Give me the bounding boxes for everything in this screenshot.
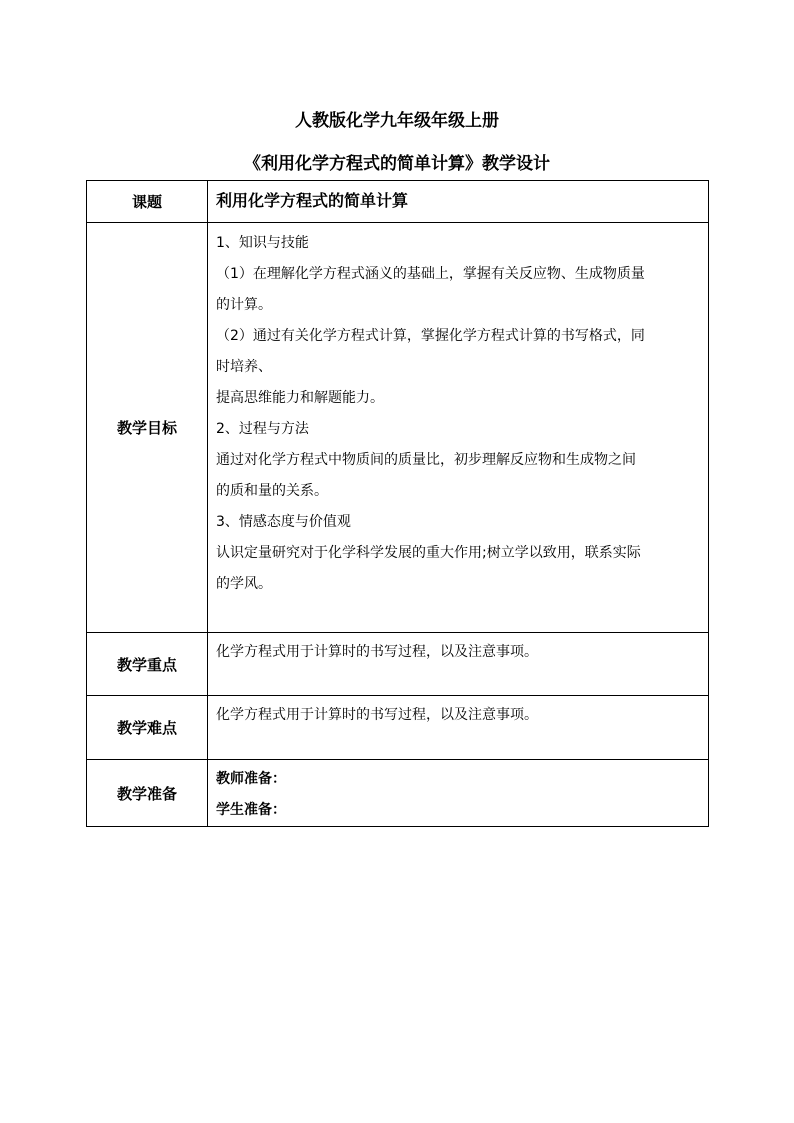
objectives-list — [216, 223, 702, 600]
objectives-label: 教学目标 — [87, 223, 208, 633]
objective-line: 3、情感态度与价值观 — [216, 514, 351, 530]
objective-line: 的质和量的关系。 — [216, 483, 328, 499]
difficulties-cell — [208, 696, 709, 760]
objective-line: 1、知识与技能 — [216, 235, 309, 251]
objective-line: （2）通过有关化学方程式计算，掌握化学方程式计算的书写格式，同 — [216, 328, 645, 344]
document-subtitle: 《利用化学方程式的简单计算》教学设计 — [244, 154, 550, 174]
preparation-label: 教学准备 — [87, 760, 208, 827]
objective-line: 2、过程与方法 — [216, 421, 309, 437]
key-points-label: 教学重点 — [87, 633, 208, 696]
row-preparation — [87, 760, 709, 827]
row-key-points — [87, 633, 709, 696]
objective-line: 时培养、 — [216, 359, 272, 375]
objective-line: 通过对化学方程式中物质间的质量比，初步理解反应物和生成物之间 — [216, 452, 636, 468]
objective-line: 认识定量研究对于化学科学发展的重大作用;树立学以致用，联系实际 — [216, 545, 641, 561]
row-objectives — [87, 223, 709, 633]
key-points-cell — [208, 633, 709, 696]
row-subject — [87, 181, 709, 223]
key-points-value: 化学方程式用于计算时的书写过程，以及注意事项。 — [216, 644, 538, 660]
lesson-plan-table — [86, 180, 709, 827]
preparation-cell — [208, 760, 709, 827]
student-preparation: 学生准备： — [216, 802, 286, 818]
difficulties-label: 教学难点 — [87, 696, 208, 760]
row-difficulties — [87, 696, 709, 760]
difficulties-value: 化学方程式用于计算时的书写过程，以及注意事项。 — [216, 707, 538, 723]
objective-line: 的计算。 — [216, 297, 272, 313]
document-title: 人教版化学九年级年级上册 — [295, 111, 499, 131]
subject-cell — [208, 181, 709, 223]
preparation-block — [216, 760, 702, 826]
teacher-preparation: 教师准备： — [216, 771, 286, 787]
objectives-cell — [208, 223, 709, 633]
subject-label: 课题 — [87, 181, 208, 223]
subject-value: 利用化学方程式的简单计算 — [216, 191, 409, 210]
objective-line: 提高思维能力和解题能力。 — [216, 390, 384, 406]
objective-line: （1）在理解化学方程式涵义的基础上，掌握有关反应物、生成物质量 — [216, 266, 645, 282]
objective-line: 的学风。 — [216, 576, 272, 592]
